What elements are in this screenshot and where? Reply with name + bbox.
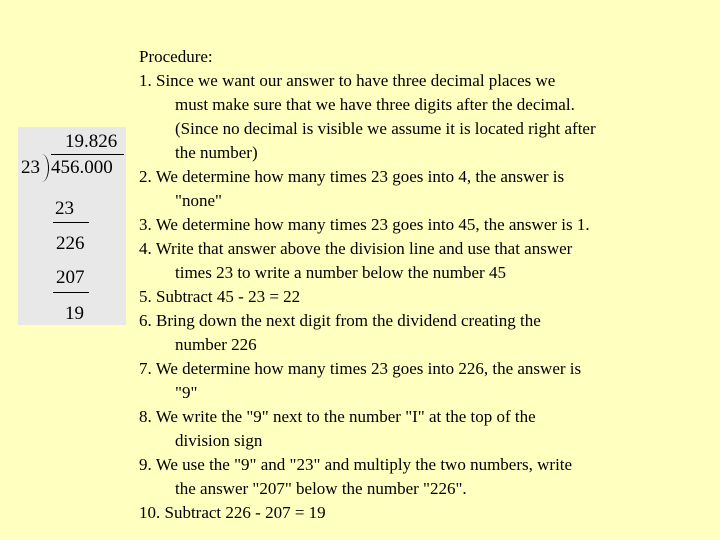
- division-bracket: [39, 154, 49, 182]
- procedure-step: [139, 453, 709, 501]
- step-line: 6. Bring down the next digit from the dividend creating the: [139, 311, 541, 330]
- work-subtrahend-2: 207: [56, 267, 85, 288]
- procedure-title: Procedure:: [139, 47, 213, 66]
- procedure-step: [139, 405, 709, 453]
- procedure-steps: [139, 69, 709, 525]
- procedure-step: [139, 501, 709, 525]
- step-line: 2. We determine how many times 23 goes into 4, the answer is: [139, 167, 565, 186]
- step-line: 4. Write that answer above the division line and use that answer: [139, 239, 573, 258]
- step-continuation-line: must make sure that we have three digits after the decimal.: [175, 95, 575, 114]
- procedure-step: [139, 69, 709, 165]
- procedure-step: [139, 213, 709, 237]
- dividend: 456.000: [51, 157, 113, 178]
- step-continuation-line: the number): [175, 143, 258, 162]
- subtraction-line-2: [53, 292, 89, 293]
- quotient: 19.826: [65, 131, 118, 152]
- procedure-step: [139, 285, 709, 309]
- step-line: 5. Subtract 45 - 23 = 22: [139, 287, 301, 306]
- step-line: 1. Since we want our answer to have three decimal places we: [139, 71, 556, 90]
- division-bar: [51, 154, 124, 155]
- step-continuation-line: times 23 to write a number below the number 45: [175, 263, 506, 282]
- step-line: 7. We determine how many times 23 goes into 226, the answer is: [139, 359, 582, 378]
- step-continuation-line: (Since no decimal is visible we assume it is located right after: [175, 119, 596, 138]
- step-line: 8. We write the "9" next to the number "I" at the top of the: [139, 407, 536, 426]
- procedure-step: [139, 237, 709, 285]
- step-continuation-line: "9": [175, 383, 198, 402]
- work-subtrahend-1: 23: [55, 198, 74, 219]
- procedure-step: [139, 165, 709, 213]
- step-line: 9. We use the "9" and "23" and multiply the two numbers, write: [139, 455, 573, 474]
- step-continuation-line: "none": [175, 191, 222, 210]
- work-remainder-2: 19: [65, 303, 84, 324]
- long-division-panel: [18, 127, 126, 325]
- procedure-step: [139, 309, 709, 357]
- work-remainder-1: 226: [56, 233, 85, 254]
- procedure-step: [139, 357, 709, 405]
- step-continuation-line: the answer "207" below the number "226".: [175, 479, 467, 498]
- step-continuation-line: number 226: [175, 335, 257, 354]
- divisor: 23: [21, 157, 40, 178]
- procedure-text: [139, 45, 709, 525]
- step-line: 10. Subtract 226 - 207 = 19: [139, 503, 326, 522]
- step-line: 3. We determine how many times 23 goes into 45, the answer is 1.: [139, 215, 590, 234]
- subtraction-line-1: [53, 222, 89, 223]
- step-continuation-line: division sign: [175, 431, 263, 450]
